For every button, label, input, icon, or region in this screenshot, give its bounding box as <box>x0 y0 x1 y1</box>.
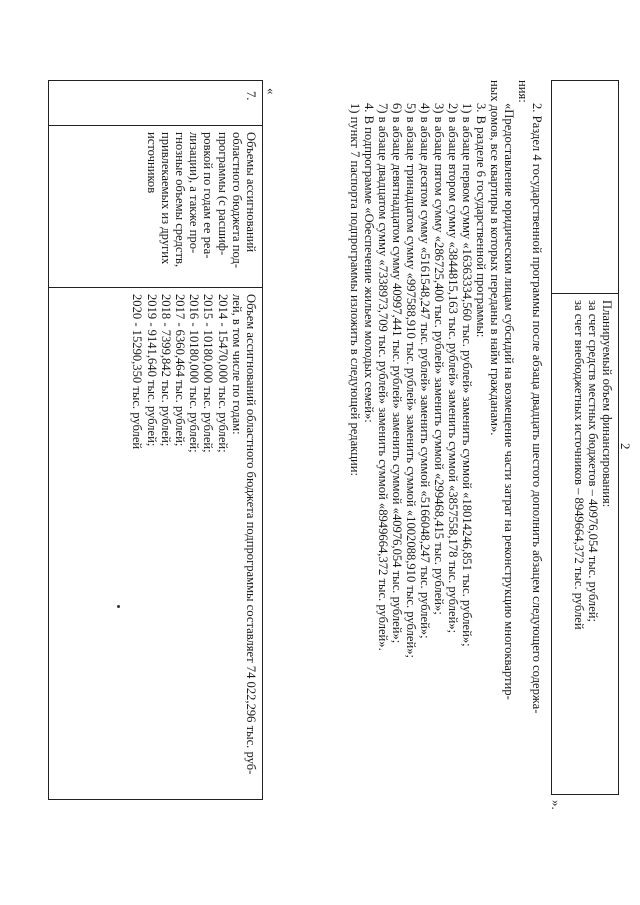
content-line: 2016 - 10180,000 тыс. рублей; <box>187 294 202 453</box>
paragraph: ных домов, все квартиры в которых переданы в найм гражданам». <box>488 80 502 436</box>
passport-table <box>48 80 263 800</box>
financing-table-content-cell <box>552 294 619 795</box>
title-line: ровкой по годам ее реа- <box>201 132 216 259</box>
financing-line: за счет внебюджетных источников – 8949664,372 тыс. рублей <box>572 300 586 630</box>
title-line: источников <box>144 132 159 194</box>
paragraph: 6) в абзаце девятнадцатом сумму 40997,441 тыс. рублей» заменить суммой «40976,054 тыс. рублей»; <box>390 103 404 644</box>
paragraph: 4) в абзаце десятом сумму «5161548,247 тыс. рублей» заменить суммой «5166048,247 тыс. рублей»; <box>418 103 432 639</box>
content-line: 2017 - 6360,464 тыс. рублей; <box>172 294 187 447</box>
paragraph: 1) пункт 7 паспорта подпрограммы изложить в следующей редакции: <box>348 103 362 477</box>
title-line: привлекаемых из других <box>158 132 173 265</box>
title-line: Объемы ассигнований <box>244 132 258 253</box>
paragraph: 1) в абзаце первом сумму «16363334,560 тыс. рублей» заменить суммой «18014246,851 тыс. рублей»; <box>460 103 474 647</box>
content-line: 2019 - 9141,640 тыс. рублей; <box>144 294 159 447</box>
paragraph: 3. В разделе 6 государственной программы: <box>474 103 488 338</box>
financing-table-empty-cell <box>552 81 619 294</box>
content-line: 2020 - 15290,350 тыс. рублей <box>130 294 145 450</box>
content-line: 2015 - 10180,000 тыс. рублей; <box>201 294 216 453</box>
title-line: лизации), а также про- <box>187 132 202 254</box>
opening-quote: « <box>264 88 279 95</box>
paragraph: «Предоставление юридическим лицам субсидий на возмещение части затрат на реконструкцию многоквартир- <box>502 103 516 700</box>
paragraph: 4. В подпрограмме «Обеспечение жильем молодых семей»: <box>362 103 376 423</box>
paragraph: 3) в абзаце пятом сумму «286725,400 тыс. рублей» заменить суммой «299468,415 тыс. рублей»; <box>432 103 446 615</box>
content-line: лей, в том числе по годам: <box>229 294 244 435</box>
title-line: гнозные объемы средств, <box>172 132 187 268</box>
paragraph: 2. Раздел 4 государственной программы после абзаца двадцать шестого дополнить абзацем следующего содержа- <box>530 103 544 714</box>
financing-line: за счет средств местных бюджетов – 40976,054 тыс. рублей; <box>586 300 600 623</box>
closing-quote: ». <box>549 800 564 810</box>
paragraph: 7) в абзаце двадцатом сумму «7338973,709 тыс. рублей» заменить суммой «8949664,372 тыс. рублей». <box>376 103 390 651</box>
page-number: 2 <box>618 443 633 450</box>
passport-row-title <box>49 126 263 288</box>
content-line: 2014 - 15470,000 тыс. рублей; <box>215 294 230 453</box>
financing-line: Планируемый объем финансирования: <box>600 300 614 508</box>
paragraph: ния: <box>516 80 530 103</box>
scan-speck <box>117 605 120 608</box>
passport-row-number: 7. <box>49 81 263 126</box>
financing-table <box>551 80 619 795</box>
title-line: областного бюджета под- <box>229 132 244 269</box>
paragraph: 2) в абзаце втором сумму «3844815,163 тыс. рублей» заменить суммой «3857558,178 тыс. рублей»; <box>446 103 460 634</box>
paragraph: 5) в абзаце тринадцатом сумму «997588,910 тыс. рублей» заменить суммой «1002088,910 тыс. рублей»; <box>404 103 418 659</box>
content-line: 2018 - 7399,842 тыс. рублей; <box>158 294 173 447</box>
content-line: Объем ассигнований областного бюджета подпрограммы составляет 74 022,296 тыс. руб- <box>244 294 258 775</box>
title-line: программы (с расшиф- <box>215 132 230 256</box>
passport-row-content <box>49 288 263 800</box>
